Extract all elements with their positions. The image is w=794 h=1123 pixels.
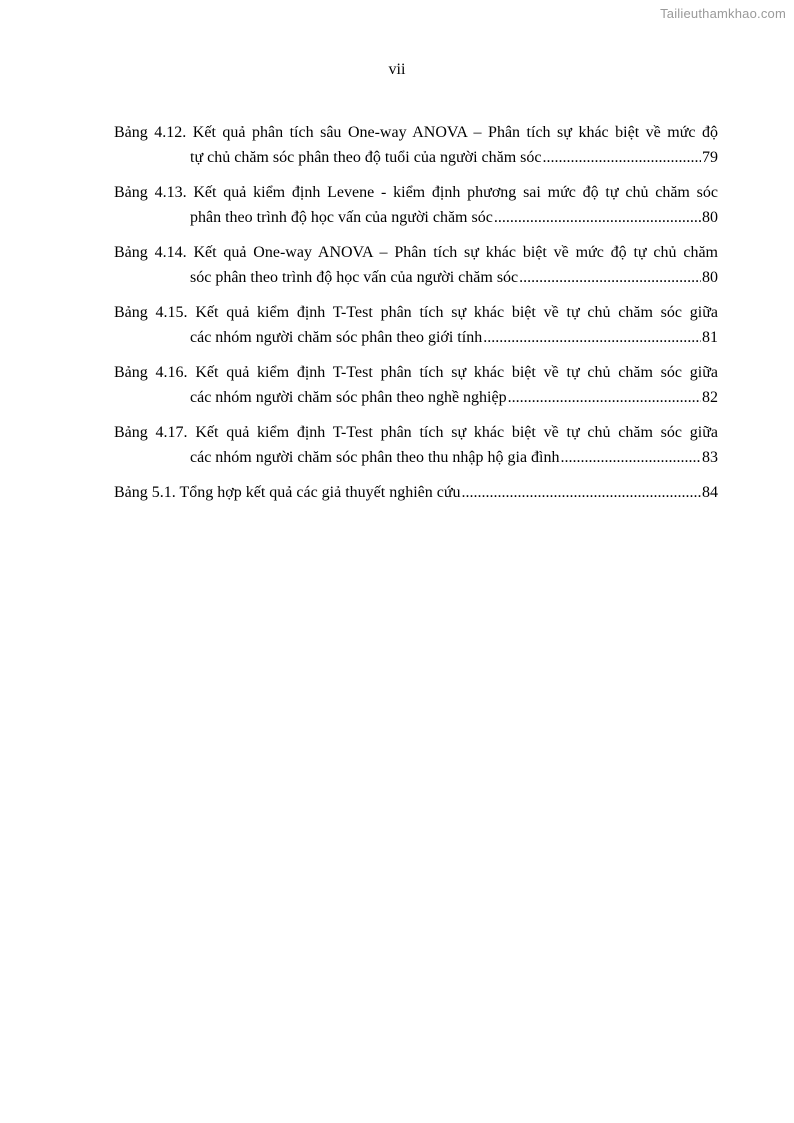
dot-leader [462,480,701,505]
toc-page-ref: 80 [702,209,718,226]
toc-entry-continuation [114,145,718,170]
toc-entry-title: Bảng 4.16. Kết quả kiểm định T-Test phân tích sự khác biệt về tự chủ chăm sóc giữa [114,364,718,381]
toc-entry-title: Bảng 4.14. Kết quả One-way ANOVA – Phân tích sự khác biệt về mức độ tự chủ chăm [114,244,718,261]
toc-entry-continuation [114,265,718,290]
toc-entry-5-1[interactable] [114,480,718,505]
toc-entry-title-continued: tự chủ chăm sóc phân theo độ tuổi của người chăm sóc [190,149,542,166]
toc-page-ref: 84 [702,484,718,501]
dot-leader [561,445,702,470]
toc-entry-4-14[interactable] [114,240,718,290]
table-of-contents [114,120,718,515]
toc-entry-title-continued: các nhóm người chăm sóc phân theo giới tính [190,329,483,346]
toc-page-ref: 79 [702,149,718,166]
toc-entry-4-16[interactable] [114,360,718,410]
dot-leader [543,145,702,170]
toc-entry-continuation [114,385,718,410]
toc-entry-title: Bảng 5.1. Tổng hợp kết quả các giả thuyết nghiên cứu [114,484,461,501]
toc-entry-title: Bảng 4.17. Kết quả kiểm định T-Test phân tích sự khác biệt về tự chủ chăm sóc giữa [114,424,718,441]
toc-page-ref: 83 [702,449,718,466]
toc-page-ref: 82 [702,389,718,406]
toc-entry-title: Bảng 4.15. Kết quả kiểm định T-Test phân tích sự khác biệt về tự chủ chăm sóc giữa [114,304,718,321]
toc-entry-continuation [114,205,718,230]
toc-entry-4-17[interactable] [114,420,718,470]
toc-entry-title: Bảng 4.13. Kết quả kiểm định Levene - kiểm định phương sai mức độ tự chủ chăm sóc [114,184,718,201]
toc-entry-4-12[interactable] [114,120,718,170]
toc-entry-title: Bảng 4.12. Kết quả phân tích sâu One-way ANOVA – Phân tích sự khác biệt về mức độ [114,124,718,141]
dot-leader [519,265,701,290]
toc-page-ref: 80 [702,269,718,286]
toc-page-ref: 81 [702,329,718,346]
toc-entry-line [114,480,718,505]
dot-leader [494,205,701,230]
toc-entry-4-15[interactable] [114,300,718,350]
toc-entry-title-continued: phân theo trình độ học vấn của người chăm sóc [190,209,493,226]
toc-entry-continuation [114,445,718,470]
toc-entry-title-continued: sóc phân theo trình độ học vấn của người chăm sóc [190,269,519,286]
toc-entry-continuation [114,325,718,350]
dot-leader [483,325,701,350]
page-number: vii [388,61,406,78]
toc-entry-title-continued: các nhóm người chăm sóc phân theo nghề nghiệp [190,389,507,406]
dot-leader [508,385,701,410]
watermark: Tailieuthamkhao.com [660,6,786,21]
toc-entry-4-13[interactable] [114,180,718,230]
toc-entry-title-continued: các nhóm người chăm sóc phân theo thu nhập hộ gia đình [190,449,560,466]
